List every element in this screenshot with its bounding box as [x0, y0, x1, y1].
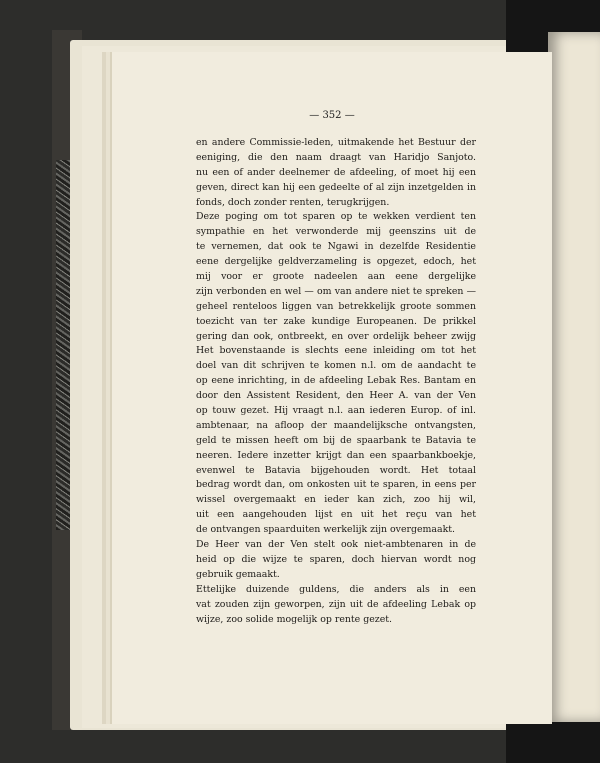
text-line: zijn verbonden en wel — om van andere niet te spreken — [196, 285, 476, 297]
text-line: de ontvangen spaarduiten werkelijk zijn overgemaakt. [196, 524, 456, 536]
text-line: door den Assistent Resident, den Heer A. van der Ven [196, 390, 476, 402]
page-body-text [196, 136, 476, 627]
text-line: evenwel te Batavia bijgehouden wordt. Het totaal [196, 464, 476, 476]
text-line: gebruik gemaakt. [196, 568, 280, 580]
text-line: op eene inrichting, in de afdeeling Lebak Res. Bantam en [196, 375, 476, 387]
text-line: op touw gezet. Hij vraagt n.l. aan iederen Europ. of inl. [196, 405, 476, 417]
text-line: geheel renteloos liggen van betrekkelijk groote sommen [196, 300, 476, 312]
text-line: De Heer van der Ven stelt ook niet-ambtenaren in de [196, 539, 476, 551]
text-line: vat zouden zijn geworpen, zijn uit de afdeeling Lebak op [196, 598, 476, 610]
text-line: fonds, doch zonder renten, terugkrijgen. [196, 196, 390, 208]
page-number: — 352 — [309, 110, 355, 121]
text-line: heid op die wijze te sparen, doch hiervan wordt nog [196, 553, 476, 565]
text-line: toezicht van ter zake kundige Europeanen. De prikkel [196, 315, 476, 327]
text-line: Deze poging om tot sparen op te wekken verdient ten [196, 211, 476, 223]
text-line: Het bovenstaande is slechts eene inleiding om tot het [196, 345, 476, 357]
text-line: en andere Commissie-leden, uitmakende het Bestuur der [196, 137, 476, 148]
text-line: eeniging, die den naam draagt van Haridjo Sanjoto. [196, 151, 476, 163]
text-line: doel van dit schrijven te komen n.l. om de aandacht te [196, 360, 476, 372]
book-page [112, 52, 552, 724]
text-line: gering dan ook, ontbreekt, en over ordelijk beheer zwijg [196, 330, 476, 342]
text-line: wijze, zoo solide mogelijk op rente gezet. [196, 613, 392, 625]
text-line: te vernemen, dat ook te Ngawi in dezelfde Residentie [196, 241, 476, 253]
text-line: nu een of ander deelnemer de afdeeling, of moet hij een [196, 166, 476, 178]
text-line: wissel overgemaakt en ieder kan zich, zoo hij wil, [196, 494, 476, 506]
facing-page-edge [548, 32, 600, 722]
text-line: geven, direct kan hij een gedeelte of al zijn inzetgelden in [196, 181, 476, 193]
text-line: geld te missen heeft om bij de spaarbank te Batavia te [196, 434, 476, 446]
text-line: bedrag wordt dan, om onkosten uit te sparen, in eens per [196, 479, 476, 491]
text-line: eene dergelijke geldverzameling is opgezet, edoch, het [196, 256, 476, 268]
text-line: neeren. Iedere inzetter krijgt dan een spaarbankboekje, [196, 449, 476, 461]
text-line: Ettelijke duizende guldens, die anders als in een [196, 583, 476, 595]
text-line: ambtenaar, na afloop der maandelijksche ontvangsten, [196, 419, 476, 431]
text-line: uit een aangehouden lijst en uit het reçu van het [196, 509, 476, 521]
text-line: sympathie en het verwonderde mij geenszins uit de [196, 226, 476, 238]
text-line: mij voor er groote nadeelen aan eene dergelijke [196, 271, 476, 283]
